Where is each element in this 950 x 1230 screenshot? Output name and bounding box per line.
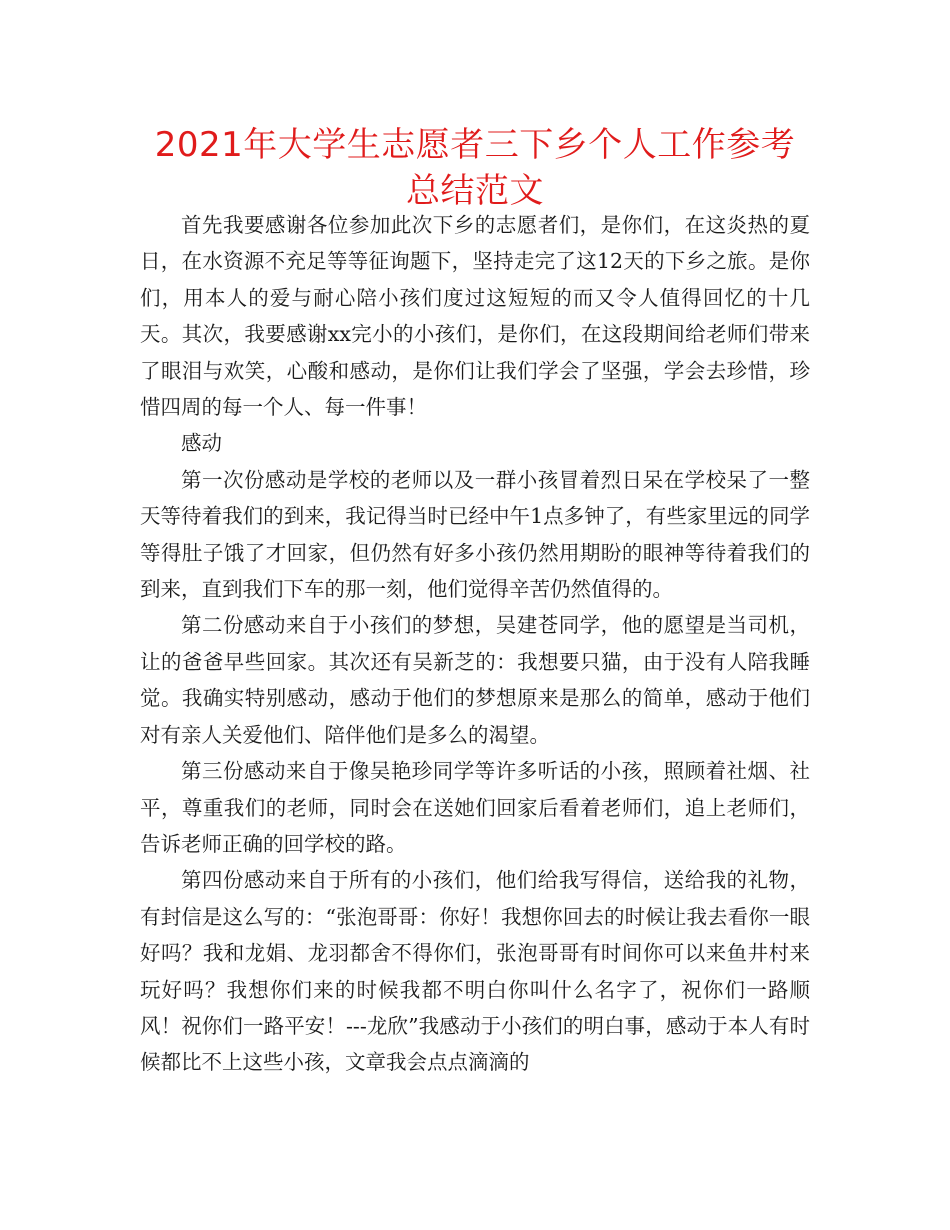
document-body [140, 207, 810, 1081]
paragraph-second-moving: 第二份感动来自于小孩们的梦想，吴建苍同学，他的愿望是当司机，让的爸爸早些回家。其次还有吴新芝的：我想要只猫，由于没有人陪我睡觉。我确实特别感动，感动于他们的梦想原来是那么的简单，感动于他们对有亲人关爱他们、陪伴他们是多么的渴望。 [140, 613, 810, 747]
section-heading-gandong: 感动 [181, 431, 222, 456]
paragraph-intro: 首先我要感谢各位参加此次下乡的志愿者们，是你们，在这炎热的夏日，在水资源不充足等等征询题下，坚持走完了这12天的下乡之旅。是你们，用本人的爱与耐心陪小孩们度过这短短的而又令人值得回忆的十几天。其次，我要感谢xx完小的小孩们，是你们，在这段期间给老师们带来了眼泪与欢笑，心酸和感动，是你们让我们学会了坚强，学会去珍惜，珍惜四周的每一个人、每一件事！ [140, 213, 810, 420]
paragraph-third-moving: 第三份感动来自于像吴艳珍同学等许多听话的小孩，照顾着社烟、社平，尊重我们的老师，同时会在送她们回家后看着老师们，追上老师们，告诉老师正确的回学校的路。 [140, 759, 810, 856]
document-title: 2021年大学生志愿者三下乡个人工作参考总结范文 [154, 125, 796, 211]
paragraph-first-moving: 第一次份感动是学校的老师以及一群小孩冒着烈日呆在学校呆了一整天等待着我们的到来，我记得当时已经中午1点多钟了，有些家里远的同学等得肚子饿了才回家，但仍然有好多小孩仍然用期盼的眼神等待着我们的到来，直到我们下车的那一刻，他们觉得辛苦仍然值得的。 [140, 467, 810, 602]
paragraph-fourth-moving: 第四份感动来自于所有的小孩们，他们给我写得信，送给我的礼物，有封信是这么写的：“张泡哥哥：你好！我想你回去的时候让我去看你一眼好吗？我和龙娟、龙羽都舍不得你们，张泡哥哥有时间你可以来鱼井村来玩好吗？我想你们来的时候我都不明白你叫什么名字了，祝你们一路顺风！祝你们一路平安！---龙欣”我感动于小孩们的明白事，感动于本人有时候都比不上这些小孩，文章我会点点滴滴的 [140, 868, 810, 1075]
